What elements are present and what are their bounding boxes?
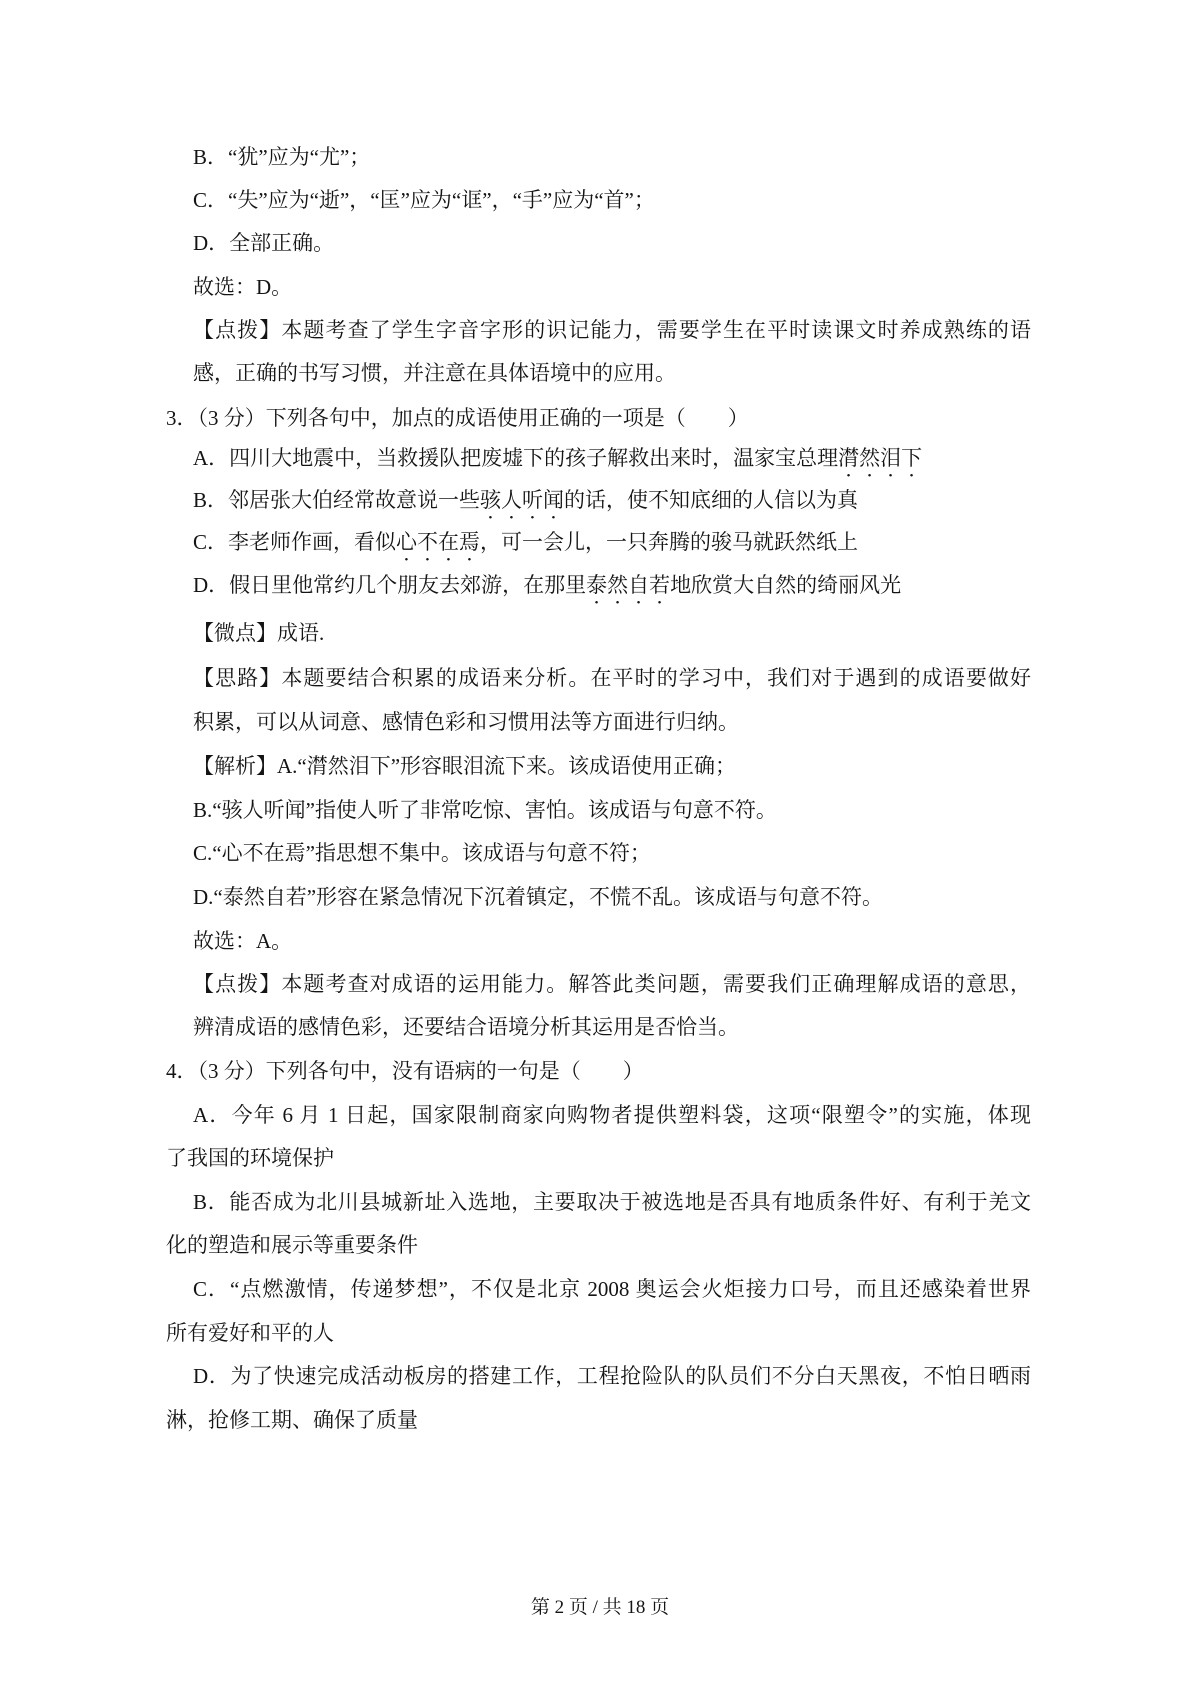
marked-idiom: 心不在焉 bbox=[396, 530, 481, 554]
marked-idiom: 骇人听闻 bbox=[480, 488, 565, 512]
q4-option-d-line: D．为了快速完成活动板房的搭建工作，工程抢险队的队员们不分白天黑夜，不怕日晒雨 bbox=[193, 1364, 1031, 1388]
marked-idiom: 潸然泪下 bbox=[838, 446, 923, 470]
q3-option-a bbox=[193, 443, 922, 473]
q2-tip-line: 【点拨】本题考查了学生字音字形的识记能力，需要学生在平时读课文时养成熟练的语 bbox=[193, 318, 1031, 342]
q4-option-a-line: A．今年 6 月 1 日起，国家限制商家向购物者提供塑料袋，这项“限塑令”的实施，体现 bbox=[193, 1103, 1031, 1127]
q3-analysis-line: B.“骇人听闻”指使人听了非常吃惊、害怕。该成语与句意不符。 bbox=[193, 798, 777, 822]
page-number: 第 2 页 / 共 18 页 bbox=[530, 1597, 670, 1618]
q3-tip-line: 【点拨】本题考查对成语的运用能力。解答此类问题，需要我们正确理解成语的意思， bbox=[193, 972, 1031, 996]
q2-analysis-option-d: D．全部正确。 bbox=[193, 231, 335, 255]
q3-option-b bbox=[193, 485, 858, 515]
q4-option-d-line: 淋，抢修工期、确保了质量 bbox=[166, 1408, 418, 1432]
option-text: B．邻居张大伯经常故意说一些 bbox=[193, 488, 481, 512]
q3-analysis-line: D.“泰然自若”形容在紧急情况下沉着镇定，不慌不乱。该成语与句意不符。 bbox=[193, 885, 884, 909]
option-text: 地欣赏大自然的绮丽风光 bbox=[670, 573, 902, 597]
q4-option-a-line: 了我国的环境保护 bbox=[166, 1146, 334, 1170]
q4-option-b-line: 化的塑造和展示等重要条件 bbox=[166, 1233, 418, 1257]
q3-option-c bbox=[193, 527, 858, 557]
q3-option-d bbox=[193, 570, 901, 600]
q3-stem: 3．（3 分）下列各句中，加点的成语使用正确的一项是（ ） bbox=[166, 406, 749, 430]
option-text: C．李老师作画，看似 bbox=[193, 530, 397, 554]
q2-analysis-option-b: B．“犹”应为“尤”； bbox=[193, 145, 371, 169]
q4-option-c-line: C．“点燃激情，传递梦想”，不仅是北京 2008 奥运会火炬接力口号，而且还感染着世界 bbox=[193, 1277, 1031, 1301]
q4-option-b-line: B．能否成为北川县城新址入选地，主要取决于被选地是否具有地质条件好、有利于羌文 bbox=[193, 1190, 1031, 1214]
q3-approach-line: 【思路】本题要结合积累的成语来分析。在平时的学习中，我们对于遇到的成语要做好 bbox=[193, 666, 1031, 690]
marked-idiom: 泰然自若 bbox=[586, 573, 671, 597]
q2-analysis-option-c: C．“失”应为“逝”，“匡”应为“诓”，“手”应为“首”； bbox=[193, 188, 655, 212]
option-text: A．四川大地震中，当救援队把废墟下的孩子解救出来时，温家宝总理 bbox=[193, 446, 839, 470]
q3-answer: 故选：A。 bbox=[193, 929, 293, 953]
q2-tip-line: 感，正确的书写习惯，并注意在具体语境中的应用。 bbox=[193, 361, 676, 385]
q3-analysis-line: C.“心不在焉”指思想不集中。该成语与句意不符； bbox=[193, 841, 651, 865]
option-text: D．假日里他常约几个朋友去郊游，在那里 bbox=[193, 573, 587, 597]
option-text: 的话，使不知底细的人信以为真 bbox=[564, 488, 859, 512]
option-text: ，可一会儿，一只奔腾的骏马就跃然纸上 bbox=[480, 530, 859, 554]
q3-approach-line: 积累，可以从词意、感情色彩和习惯用法等方面进行归纳。 bbox=[193, 710, 739, 734]
q3-knowledge-point: 【微点】成语. bbox=[193, 621, 325, 645]
q3-analysis-line: 【解析】A.“潸然泪下”形容眼泪流下来。该成语使用正确； bbox=[193, 754, 737, 778]
q4-option-c-line: 所有爱好和平的人 bbox=[166, 1321, 334, 1345]
q2-answer: 故选：D。 bbox=[193, 275, 293, 299]
q3-tip-line: 辨清成语的感情色彩，还要结合语境分析其运用是否恰当。 bbox=[193, 1015, 739, 1039]
q4-stem: 4．（3 分）下列各句中，没有语病的一句是（ ） bbox=[166, 1059, 644, 1083]
